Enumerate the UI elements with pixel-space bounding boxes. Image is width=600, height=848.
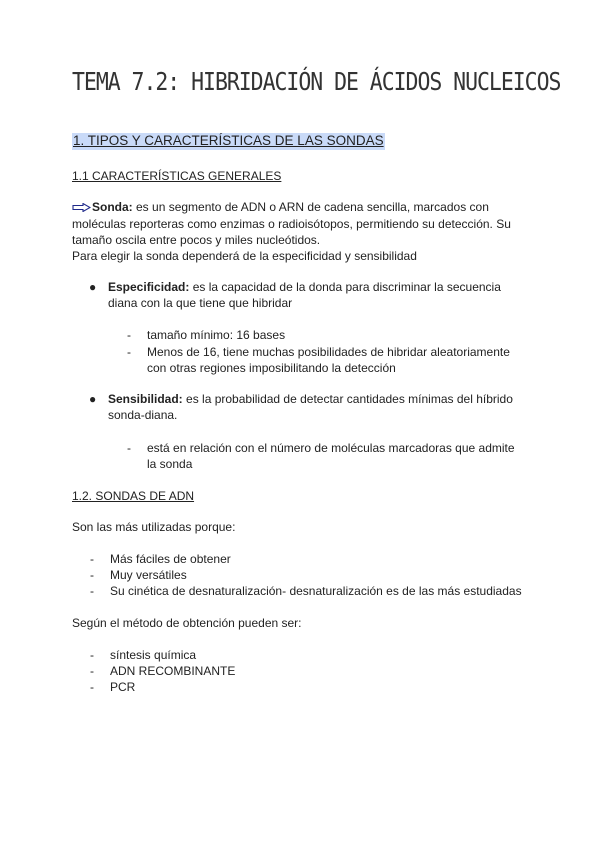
reason-text: Más fáciles de obtener	[110, 552, 231, 566]
dash-marker: -	[90, 648, 94, 662]
reason-text: Muy versátiles	[110, 568, 187, 582]
method-text: síntesis química	[110, 648, 197, 662]
method-text: PCR	[110, 680, 136, 694]
sub-item-text: con otras regiones imposibilitando la detección	[147, 361, 396, 375]
document-title: TEMA 7.2: HIBRIDACIÓN DE ÁCIDOS NUCLEICOS	[72, 67, 561, 96]
right-arrow-icon	[72, 203, 91, 212]
sensibilidad-line-1: es la probabilidad de detectar cantidades mínimas del híbrido	[182, 392, 513, 406]
sub-item-text: la sonda	[147, 457, 193, 471]
sonda-line-3: tamaño oscila entre pocos y miles nucleótidos.	[72, 233, 321, 247]
sonda-term: Sonda:	[92, 200, 133, 214]
intro-metodo: Según el método de obtención pueden ser:	[72, 616, 302, 630]
dash-marker: -	[90, 680, 94, 694]
sonda-line-2: moléculas reporteras como enzimas o radioisótopos, permitiendo su detección. Su	[72, 217, 511, 231]
sub-item-text: está en relación con el número de moléculas marcadoras que admite	[147, 441, 515, 455]
especificidad-line-2: diana con la que tiene que hibridar	[108, 296, 293, 310]
especificidad-term: Especificidad:	[108, 280, 190, 294]
method-text: ADN RECOMBINANTE	[110, 664, 236, 678]
sensibilidad-line-2: sonda-diana.	[108, 408, 178, 422]
dash-marker: -	[127, 345, 131, 359]
sonda-line-4: Para elegir la sonda dependerá de la especificidad y sensibilidad	[72, 249, 417, 263]
sensibilidad-term: Sensibilidad:	[108, 392, 183, 406]
intro-adn: Son las más utilizadas porque:	[72, 520, 236, 534]
reason-text: Su cinética de desnaturalización- desnaturalización es de las más estudiadas	[110, 584, 522, 598]
dash-marker: -	[127, 441, 131, 455]
sonda-line-1	[72, 199, 489, 216]
subsection-heading-1-2: 1.2. SONDAS DE ADN	[72, 489, 195, 503]
bullet-dot: ●	[89, 280, 97, 294]
bullet-dot: ●	[89, 392, 97, 406]
section-heading-1: 1. TIPOS Y CARACTERÍSTICAS DE LAS SONDAS	[73, 133, 384, 148]
dash-marker: -	[90, 568, 94, 582]
dash-marker: -	[127, 328, 131, 342]
subsection-heading-1-1: 1.1 CARACTERÍSTICAS GENERALES	[72, 169, 282, 183]
sub-item-text: Menos de 16, tiene muchas posibilidades de hibridar aleatoriamente	[147, 345, 510, 359]
dash-marker: -	[90, 552, 94, 566]
dash-marker: -	[90, 584, 94, 598]
sonda-text: es un segmento de ADN o ARN de cadena sencilla, marcados con	[132, 200, 489, 214]
especificidad-line-1: es la capacidad de la donda para discriminar la secuencia	[189, 280, 501, 294]
sub-item-text: tamaño mínimo: 16 bases	[147, 328, 286, 342]
dash-marker: -	[90, 664, 94, 678]
